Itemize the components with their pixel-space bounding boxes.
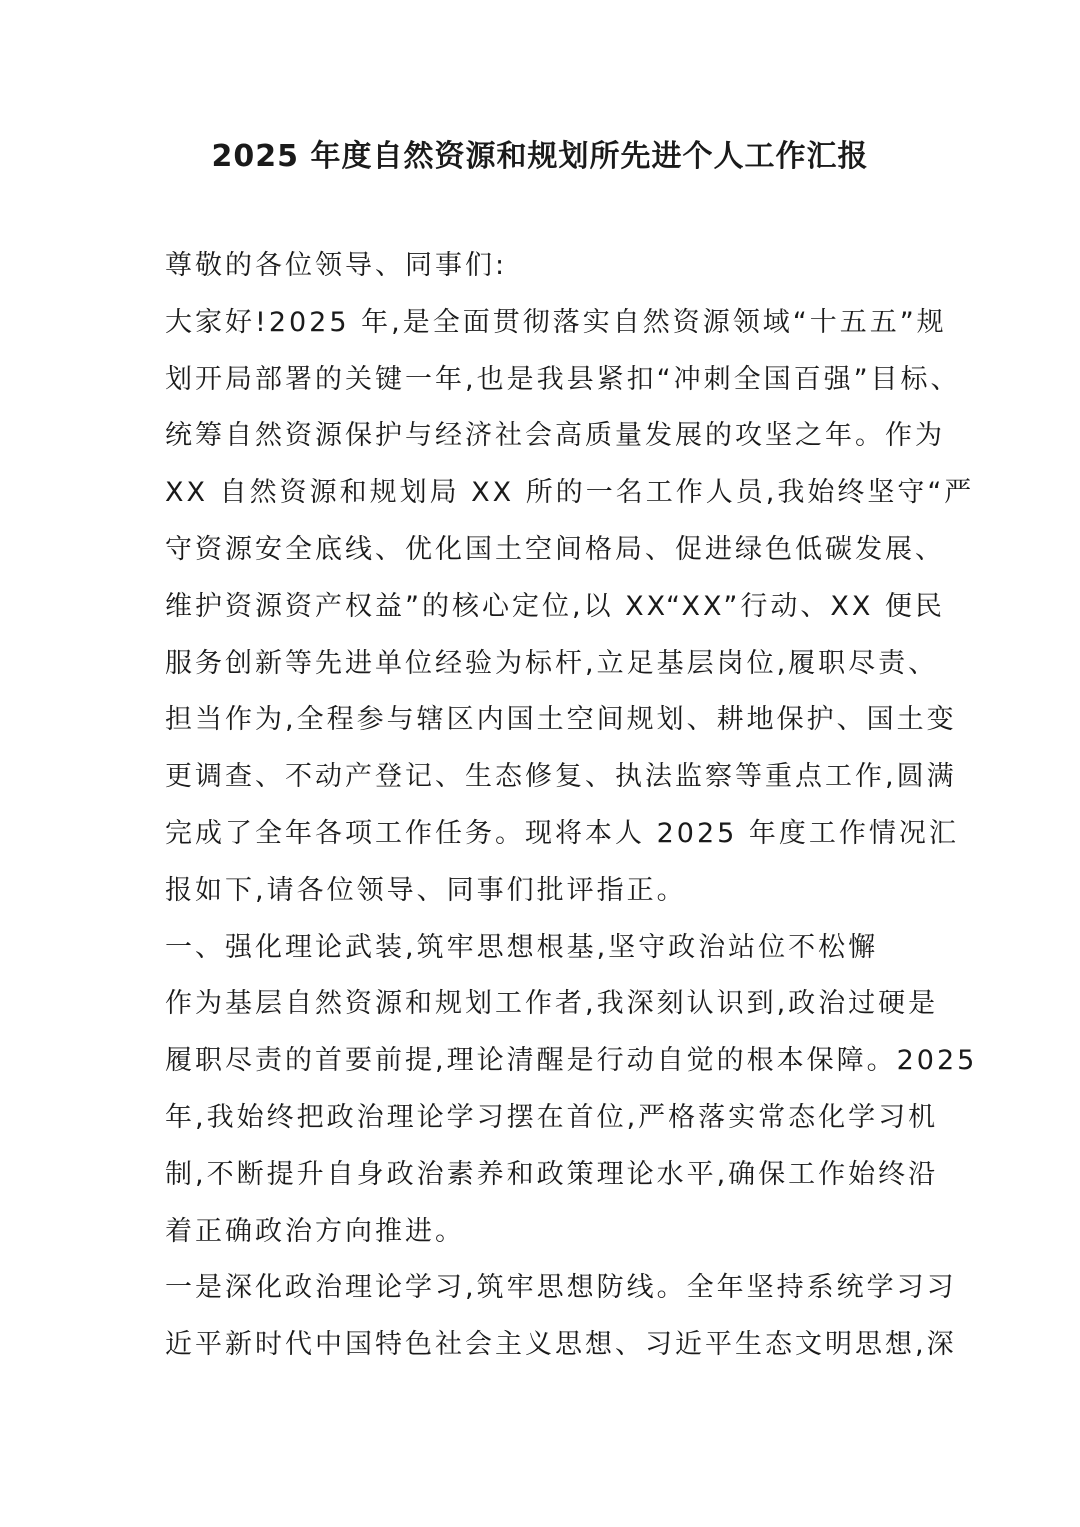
- text-line: 担当作为,全程参与辖区内国土空间规划、耕地保护、国土变: [165, 704, 957, 736]
- text-line: 着正确政治方向推进。: [165, 1215, 465, 1247]
- text-line-greeting: 尊敬的各位领导、同事们:: [165, 250, 508, 281]
- text-line: 守资源安全底线、优化国土空间格局、促进绿色低碳发展、: [165, 533, 945, 565]
- text-line: 大家好!2025 年,是全面贯彻落实自然资源领域“十五五”规: [165, 306, 947, 338]
- text-line: XX 自然资源和规划局 XX 所的一名工作人员,我始终坚守“严: [165, 477, 975, 509]
- text-line: 报如下,请各位领导、同事们批评指正。: [165, 874, 687, 906]
- text-line: 履职尽责的首要前提,理论清醒是行动自觉的根本保障。2025: [165, 1045, 978, 1077]
- text-line: 维护资源资产权益”的核心定位,以 XX“XX”行动、XX 便民: [165, 590, 945, 622]
- text-line: 划开局部署的关键一年,也是我县紧扣“冲刺全国百强”目标、: [165, 363, 961, 395]
- text-line: 年,我始终把政治理论学习摆在首位,严格落实常态化学习机: [165, 1101, 939, 1133]
- text-line: 更调查、不动产登记、生态修复、执法监察等重点工作,圆满: [165, 761, 957, 793]
- text-line: 近平新时代中国特色社会主义思想、习近平生态文明思想,深: [165, 1329, 957, 1361]
- document-body: [165, 238, 978, 1374]
- document-title: 2025 年度自然资源和规划所先进个人工作汇报: [211, 139, 869, 174]
- text-line: 完成了全年各项工作任务。现将本人 2025 年度工作情况汇: [165, 817, 959, 849]
- text-line: 一是深化政治理论学习,筑牢思想防线。全年坚持系统学习习: [165, 1272, 957, 1304]
- section-heading-1: 一、强化理论武装,筑牢思想根基,坚守政治站位不松懈: [165, 931, 879, 963]
- text-line: 服务创新等先进单位经验为标杆,立足基层岗位,履职尽责、: [165, 647, 939, 679]
- text-line: 统筹自然资源保护与经济社会高质量发展的攻坚之年。作为: [165, 420, 945, 452]
- text-line: 制,不断提升自身政治素养和政策理论水平,确保工作始终沿: [165, 1158, 939, 1190]
- text-line: 作为基层自然资源和规划工作者,我深刻认识到,政治过硬是: [165, 988, 939, 1020]
